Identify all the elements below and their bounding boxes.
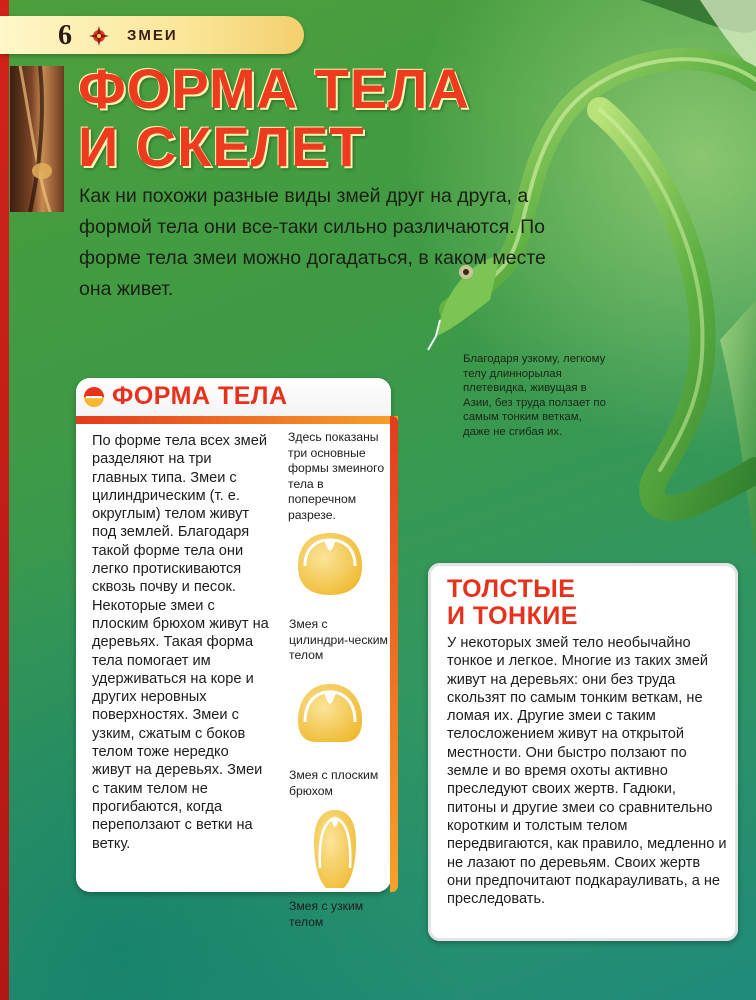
cylindrical-body-label: Змея с цилиндри-ческим телом	[289, 617, 388, 662]
narrow-body-section-icon	[312, 808, 358, 890]
section-name: ЗМЕИ	[127, 27, 178, 44]
flat-belly-label: Змея с плоским брюхом	[289, 768, 379, 798]
page-title	[78, 57, 470, 178]
page-number: 6	[58, 20, 72, 51]
thick-thin-heading-line-2: И ТОНКИЕ	[447, 602, 578, 630]
body-shape-card-rule	[76, 416, 398, 424]
plant-photo-art	[10, 66, 64, 212]
thick-thin-heading	[447, 576, 578, 630]
photo-caption: Благодаря узкому, легкому телу длиннорылая плетевидка, живущая в Азии, без труда ползает по самым тонким веткам, даже не сгибая их.	[463, 353, 606, 438]
shapes-note: Здесь показаны три основные формы змеиного тела в поперечном разрезе.	[288, 430, 385, 522]
body-shape-text: По форме тела всех змей разделяют на три главных типа. Змеи с цилиндрическим (т. е. округлым) телом живут под землей. Благодаря такой форме тела они легко протискиваются сквозь почву и песок. Некоторые змеи с плоским брюхом живут на деревьях. Такая форма тела помогает им удерживаться на коре и других неровных поверхностях. Змеи с узким, сжатым с боков телом тоже нередко живут на деревьях. Змеи с таким телом не прогибаются, когда переползают с ветки на ветку.	[92, 433, 269, 852]
body-shape-heading: ФОРМА ТЕЛА	[112, 382, 288, 410]
narrow-body-label: Змея с узким телом	[289, 899, 364, 929]
cylindrical-body-section-icon	[296, 530, 364, 598]
intro-paragraph: Как ни похожи разные виды змей друг на друга, а формой тела они все-таки сильно различаются. По форме тела змеи можно догадаться, в каком месте она живет.	[79, 185, 546, 300]
title-line-1: ФОРМА ТЕЛА	[78, 57, 470, 120]
flat-belly-section-icon	[296, 682, 364, 746]
thick-thin-text: У некоторых змей тело необычайно тонкое и легкое. Многие из таких змей живут на деревьях: они без труда скользят по самым тонким веткам, не ломая их. Другие змеи с таким телосложением живут на открытой местности. Они быстро ползают по земле и во время охоты активно преследуют своих жертв. Гадюки, питоны и другие змеи со сравнительно коротким и толстым телом передвигаются, как правило, медленно и не лазают по деревьям. Своих жертв они предпочитают подкарауливать, а не преследовать.	[447, 635, 727, 908]
body-shape-card-side-rule	[390, 416, 398, 892]
title-line-2: И СКЕЛЕТ	[78, 115, 365, 178]
plant-photo	[10, 66, 64, 212]
section-bullet-icon	[83, 386, 105, 408]
thick-thin-heading-line-1: ТОЛСТЫЕ	[447, 575, 576, 603]
compass-icon	[89, 26, 109, 46]
